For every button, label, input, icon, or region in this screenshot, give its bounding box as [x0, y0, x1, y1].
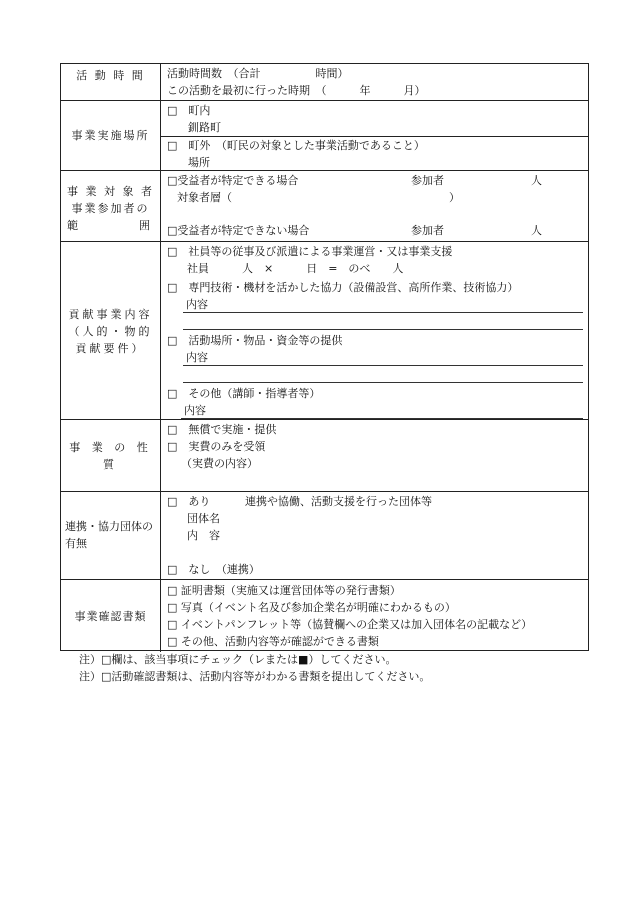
row-location — [61, 101, 588, 171]
label-target-line1: 事 業 対 象 者 — [67, 185, 154, 198]
row-nature — [61, 420, 588, 492]
label-partner-line2: 有無 — [65, 537, 87, 550]
place-goods-content-label: 内容 — [186, 351, 208, 364]
place-goods-content-line[interactable] — [183, 365, 583, 366]
label-contribution-line1: 貢献事業内容 — [68, 308, 153, 321]
other-content-label: 内容 — [184, 404, 206, 417]
label-contribution-line3: 貢献要件） — [75, 342, 146, 355]
label-contribution — [61, 242, 161, 419]
partner-content-field[interactable]: 内 容 — [187, 529, 220, 542]
persons-unit-1: 人 — [531, 174, 542, 187]
technical-content-line[interactable] — [183, 329, 583, 330]
checkbox-out-town[interactable]: □ 町外 （町民の対象とした事業活動であること） — [167, 139, 425, 152]
participants-label-1: 参加者 — [411, 174, 444, 187]
cell-activity-time — [161, 64, 588, 100]
label-location: 事業実施場所 — [61, 101, 161, 170]
cell-contribution — [161, 242, 588, 419]
label-documents: 事業確認書類 — [61, 580, 161, 652]
divider — [161, 136, 588, 137]
partner-yes-description: 連携や協働、活動支援を行った団体等 — [245, 495, 432, 508]
checkbox-other[interactable]: □ その他（講師・指導者等） — [167, 387, 321, 400]
cell-target — [161, 171, 588, 241]
label-target-line3b: 囲 — [139, 219, 152, 232]
checkbox-identifiable[interactable]: □受益者が特定できる場合 — [167, 174, 299, 187]
staff-days-field[interactable]: 社員 人 × 日 = のべ 人 — [187, 262, 404, 275]
participants-label-2: 参加者 — [411, 224, 444, 237]
row-activity-time — [61, 64, 588, 101]
checkbox-partner-yes[interactable]: □ あり — [167, 495, 211, 508]
technical-content-label: 内容 — [186, 298, 208, 311]
label-activity-time: 活 動 時 間 — [61, 64, 161, 100]
checkbox-pamphlet[interactable]: □ イベントパンフレット等（協賛欄への企業又は加入団体名の記載など） — [167, 618, 533, 631]
checkbox-technical[interactable]: □ 専門技術・機材を活かした協力（設備設営、高所作業、技術協力） — [167, 281, 519, 294]
partner-org-name-field[interactable]: 団体名 — [187, 512, 220, 525]
checkbox-not-identifiable[interactable]: □受益者が特定できない場合 — [167, 224, 310, 237]
place-goods-content-line[interactable] — [183, 382, 583, 383]
persons-unit-2: 人 — [531, 224, 542, 237]
checkbox-certificate[interactable]: □ 証明書類（実施又は運営団体等の発行書類） — [167, 584, 401, 597]
row-documents — [61, 580, 588, 652]
label-target — [61, 171, 161, 241]
checkbox-place-goods[interactable]: □ 活動場所・物品・資金等の提供 — [167, 334, 343, 347]
checkbox-other-documents[interactable]: □ その他、活動内容等が確認ができる書類 — [167, 635, 379, 648]
checkbox-partner-no[interactable]: □ なし （連携） — [167, 563, 260, 576]
other-content-line[interactable] — [181, 418, 583, 419]
first-activity-date-field[interactable]: この活動を最初に行った時期 （ 年 月） — [167, 84, 426, 97]
note-document-instruction: 注）□活動確認書類は、活動内容等がわかる書類を提出してください。 — [79, 670, 431, 683]
contribution-form-table — [60, 63, 589, 651]
target-layer-close: ） — [449, 191, 460, 204]
checkbox-free[interactable]: □ 無償で実施・提供 — [167, 423, 277, 436]
out-town-place-field[interactable]: 場所 — [188, 156, 210, 169]
cell-documents — [161, 580, 588, 652]
checkbox-staff-dispatch[interactable]: □ 社員等の従事及び派遣による事業運営・又は事業支援 — [167, 245, 453, 258]
label-partner — [61, 492, 161, 579]
cell-partner — [161, 492, 588, 579]
technical-content-line[interactable] — [183, 312, 583, 313]
checkbox-photo[interactable]: □ 写真（イベント名及び参加企業名が明確にわかるもの） — [167, 601, 456, 614]
in-town-name: 釧路町 — [188, 121, 221, 134]
note-checkbox-instruction: 注）□欄は、該当事項にチェック（レまたは■）してください。 — [79, 653, 397, 666]
label-target-line2: 事業参加者の — [71, 202, 150, 215]
label-target-line3a: 範 — [67, 219, 80, 232]
activity-hours-field[interactable]: 活動時間数 （合計 時間） — [167, 67, 349, 80]
target-layer-field[interactable]: 対象者層（ — [177, 191, 232, 204]
row-target — [61, 171, 588, 242]
checkbox-actual-cost[interactable]: □ 実費のみを受領 — [167, 440, 266, 453]
cell-location — [161, 101, 588, 170]
label-nature: 事 業 の 性 質 — [61, 420, 161, 491]
checkbox-in-town[interactable]: □ 町内 — [167, 104, 211, 117]
label-contribution-line2: （人的・物的 — [68, 325, 153, 338]
actual-cost-detail-field[interactable]: （実費の内容） — [181, 457, 258, 470]
label-partner-line1: 連携・協力団体の — [65, 520, 153, 533]
row-partner — [61, 492, 588, 580]
row-contribution — [61, 242, 588, 420]
cell-nature — [161, 420, 588, 491]
